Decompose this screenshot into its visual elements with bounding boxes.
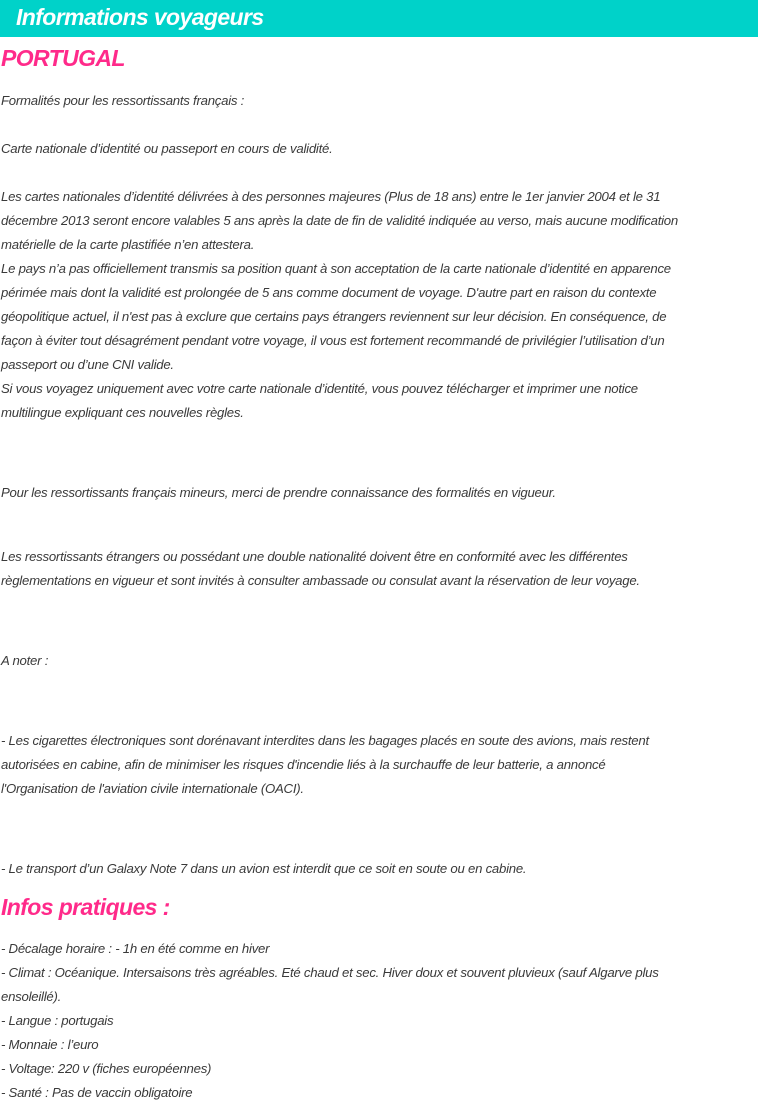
- etrangers-paragraph: [1, 545, 758, 593]
- galaxy-text: - Le transport d’un Galaxy Note 7 dans un avion est interdit que ce soit en soute ou en cabine.: [1, 861, 527, 876]
- infos-list: [1, 937, 758, 1105]
- mineurs-text: Pour les ressortissants français mineurs, merci de prendre connaissance des formalités en vigueur.: [1, 485, 556, 500]
- info-item: ensoleillé).: [1, 989, 62, 1004]
- a-noter-label: A noter :: [1, 653, 49, 668]
- text-line: matérielle de la carte plastifiée n’en attestera.: [1, 237, 255, 252]
- text-line: l'Organisation de l'aviation civile internationale (OACI).: [1, 781, 304, 796]
- country-title: PORTUGAL: [1, 45, 125, 71]
- text-line: Les cartes nationales d’identité délivrées à des personnes majeures (Plus de 18 ans) entre le 1er janvier 2004 et le 31: [1, 189, 661, 204]
- text-line: autorisées en cabine, afin de minimiser les risques d'incendie liés à la surchauffe de leur batterie, a annoncé: [1, 757, 606, 772]
- text-line: périmée mais dont la validité est prolongée de 5 ans comme document de voyage. D'autre part en raison du contexte: [1, 285, 657, 300]
- cni-paragraph: [1, 185, 758, 425]
- info-item: - Décalage horaire : - 1h en été comme en hiver: [1, 941, 270, 956]
- info-item: - Climat : Océanique. Intersaisons très agréables. Eté chaud et sec. Hiver doux et souvent pluvieux (sauf Algarve plus: [1, 965, 659, 980]
- text-line: Le pays n’a pas officiellement transmis sa position quant à son acceptation de la carte nationale d’identité en apparence: [1, 261, 671, 276]
- text-line: Les ressortissants étrangers ou possédant une double nationalité doivent être en conformité avec les différentes: [1, 549, 628, 564]
- text-line: - Les cigarettes électroniques sont dorénavant interdites dans les bagages placés en soute des avions, mais restent: [1, 733, 649, 748]
- infos-pratiques-title: Infos pratiques :: [1, 894, 170, 920]
- info-item: - Santé : Pas de vaccin obligatoire: [1, 1085, 193, 1100]
- text-line: décembre 2013 seront encore valables 5 ans après la date de fin de validité indiquée au verso, mais aucune modification: [1, 213, 678, 228]
- text-line: passeport ou d’une CNI valide.: [1, 357, 174, 372]
- text-line: géopolitique actuel, il n'est pas à exclure que certains pays étrangers reviennent sur leur décision. En conséquence, de: [1, 309, 667, 324]
- text-line: Si vous voyagez uniquement avec votre carte nationale d’identité, vous pouvez télécharger et imprimer une notice: [1, 381, 638, 396]
- text-line: multilingue expliquant ces nouvelles règles.: [1, 405, 244, 420]
- text-line: façon à éviter tout désagrément pendant votre voyage, il vous est fortement recommandé de privilégier l’utilisation d’un: [1, 333, 665, 348]
- info-item: - Monnaie : l’euro: [1, 1037, 99, 1052]
- documents-text: Carte nationale d’identité ou passeport en cours de validité.: [1, 141, 333, 156]
- formalites-intro: Formalités pour les ressortissants français :: [1, 93, 245, 108]
- header-title: Informations voyageurs: [16, 4, 264, 30]
- info-item: - Voltage: 220 v (fiches européennes): [1, 1061, 212, 1076]
- cigarettes-paragraph: [1, 729, 758, 801]
- info-item: - Langue : portugais: [1, 1013, 114, 1028]
- page-header: [0, 0, 758, 37]
- text-line: règlementations en vigueur et sont invités à consulter ambassade ou consulat avant la réservation de leur voyage.: [1, 573, 640, 588]
